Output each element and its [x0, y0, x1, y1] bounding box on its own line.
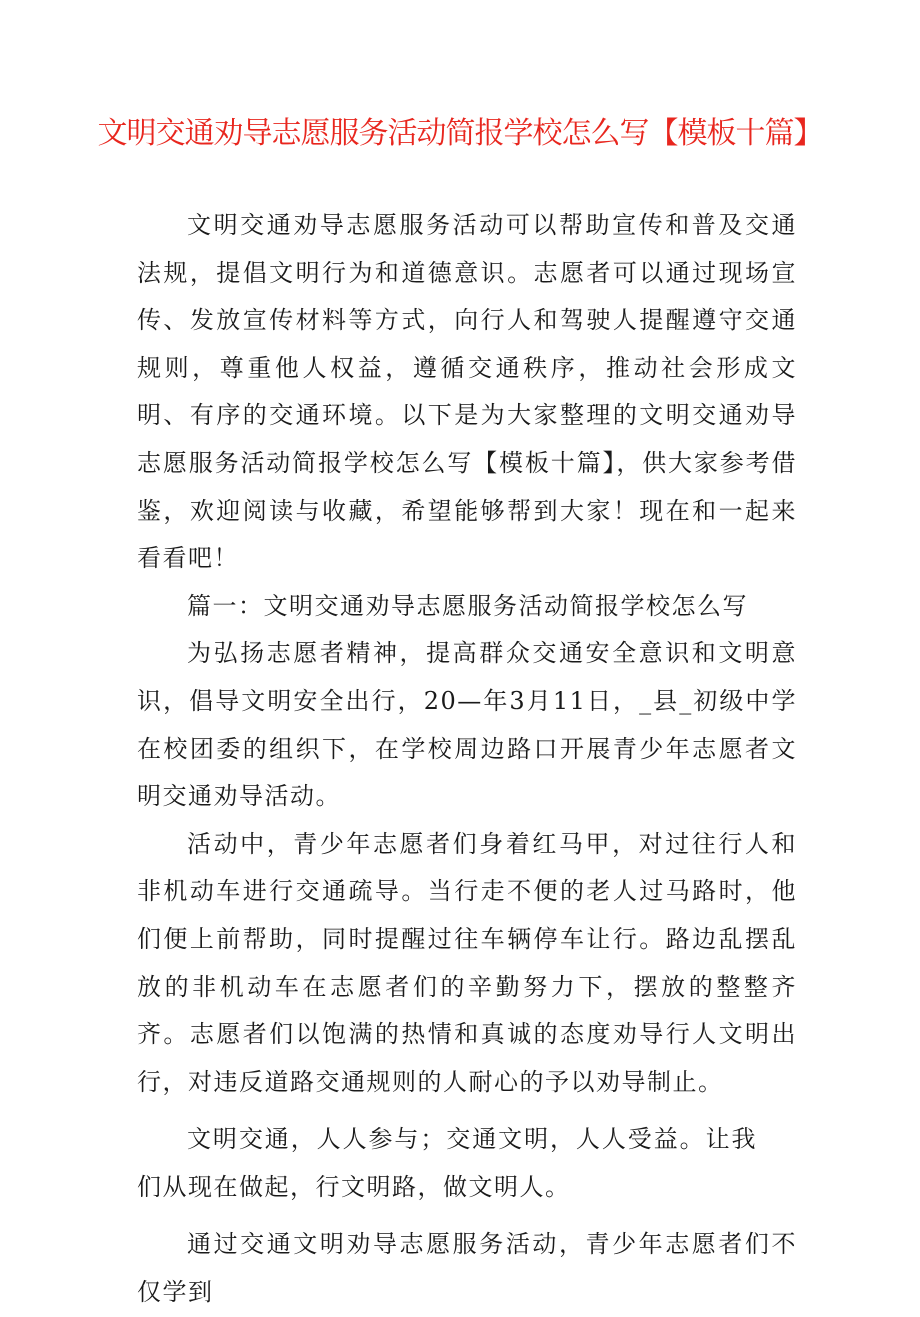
section-heading: 篇一：文明交通劝导志愿服务活动简报学校怎么写 — [187, 591, 748, 620]
body-paragraph: 文明交通，人人参与；交通文明，人人受益。让我们从现在做起，行文明路，做文明人。 — [137, 1125, 757, 1201]
body-paragraph: 为弘扬志愿者精神，提高群众交通安全意识和文明意识，倡导文明安全出行，20—年3月11日，_县_初级中学在校团委的组织下，在学校周边路口开展青少年志愿者文明交通劝导活动。 — [137, 639, 797, 811]
body-paragraph: 活动中，青少年志愿者们身着红马甲，对过往行人和非机动车进行交通疏导。当行走不便的老人过马路时，他们便上前帮助，同时提醒过往车辆停车让行。路边乱摆乱放的非机动车在志愿者们的辛勤努力下，摆放的整整齐齐。志愿者们以饱满的热情和真诚的态度劝导行人文明出行，对违反道路交通规则的人耐心的予以劝导制止。 — [137, 829, 797, 1096]
intro-paragraph: 文明交通劝导志愿服务活动可以帮助宣传和普及交通法规，提倡文明行为和道德意识。志愿者可以通过现场宣传、发放宣传材料等方式，向行人和驾驶人提醒遵守交通规则，尊重他人权益，遵循交通秩序，推动社会形成文明、有序的交通环境。以下是为大家整理的文明交通劝导志愿服务活动简报学校怎么写【模板十篇】，供大家参考借鉴，欢迎阅读与收藏，希望能够帮到大家！现在和一起来看看吧！ — [137, 211, 797, 573]
document-title: 文明交通劝导志愿服务活动简报学校怎么写【模板十篇】 — [97, 116, 823, 151]
body-paragraph: 通过交通文明劝导志愿服务活动，青少年志愿者们不仅学到 — [137, 1230, 797, 1307]
document-body — [137, 202, 797, 1317]
